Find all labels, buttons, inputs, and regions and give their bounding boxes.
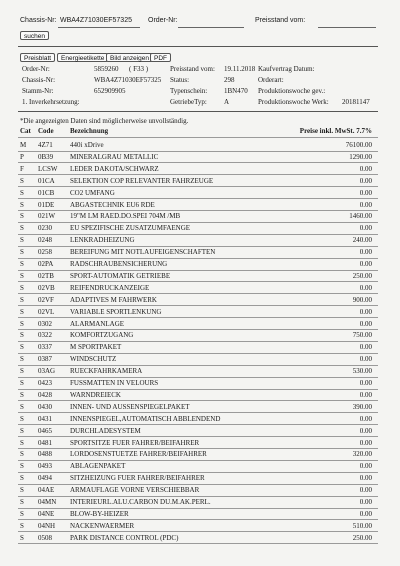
row-code: 03AG (38, 367, 56, 376)
row-cat: S (20, 319, 24, 328)
row-desc: WINDSCHUTZ (70, 355, 117, 364)
energieetikette-button[interactable]: Energieetikette (57, 53, 108, 62)
table-row (0, 318, 400, 330)
row-cat: S (20, 402, 24, 411)
table-row (0, 401, 400, 413)
table-row (0, 234, 400, 246)
table-row (0, 520, 400, 532)
row-code: 02VB (38, 283, 55, 292)
incomplete-data-note: *Die angezeigten Daten sind möglicherweise unvollständig. (20, 117, 189, 125)
row-desc: VARIABLE SPORTLENKUNG (70, 307, 162, 316)
info-order-model: ( F33 ) (129, 65, 149, 73)
row-cat: S (20, 498, 24, 506)
row-desc: PARK DISTANCE CONTROL (PDC) (70, 533, 179, 542)
table-row (0, 222, 400, 234)
row-price: 0.00 (359, 486, 372, 495)
row-price: 0.00 (359, 426, 372, 435)
row-desc: RADSCHRAUBENSICHERUNG (70, 260, 168, 268)
row-code: 04AE (38, 486, 55, 495)
row-cat: S (20, 414, 24, 423)
row-cat: S (20, 390, 24, 399)
row-code: 0494 (38, 474, 52, 483)
row-cat: S (20, 426, 24, 435)
row-cat: P (20, 152, 24, 161)
row-code: 04NH (38, 521, 56, 530)
table-row (0, 413, 400, 425)
table-row (0, 175, 400, 187)
row-price: 1290.00 (349, 152, 372, 161)
table-row (0, 448, 400, 460)
row-desc: ARMAUFLAGE VORNE VERSCHIEBBAR (70, 486, 200, 495)
row-price: 0.00 (359, 224, 372, 233)
info-stamm-nr: 652909905 (94, 87, 126, 95)
divider (18, 46, 378, 47)
row-code: 0230 (38, 224, 52, 233)
row-price: 1460.00 (349, 212, 372, 221)
row-code: 0431 (38, 414, 52, 423)
preisblatt-button[interactable]: Preisblatt (20, 53, 55, 62)
row-code: 01CA (38, 176, 55, 185)
row-code: 0248 (38, 236, 52, 245)
table-row (0, 187, 400, 199)
info-typenschein: 1BN470 (224, 87, 248, 95)
info-order-nr: 5859260 (94, 65, 119, 73)
row-desc: 19"M LM RAED.DO.SPEI 704M /MB (70, 212, 181, 221)
row-price: 320.00 (352, 450, 372, 459)
row-price: 250.00 (352, 271, 372, 280)
row-price: 0.00 (359, 319, 372, 328)
row-desc: WARNDREIECK (70, 390, 121, 399)
search-button[interactable]: suchen (20, 31, 49, 40)
row-cat: S (20, 509, 24, 518)
row-desc: BEREIFUNG MIT NOTLAUFEIGENSCHAFTEN (70, 248, 216, 257)
chassis-field-value: WBA4Z71030EF57325 (60, 17, 132, 24)
row-code: 02VL (38, 307, 55, 316)
table-row (0, 353, 400, 365)
row-price: 250.00 (352, 533, 372, 542)
row-price: 0.00 (359, 438, 372, 447)
info-status-label: Status: (170, 76, 190, 84)
row-price: 750.00 (352, 331, 372, 340)
row-desc: ABGASTECHNIK EU6 RDE (70, 200, 155, 209)
price-date-input[interactable] (318, 27, 376, 28)
row-code: 04MN (38, 498, 57, 506)
row-cat: S (20, 450, 24, 459)
info-inverkehr-label: 1. Inverkehrsetzung: (22, 98, 80, 106)
row-price: 510.00 (352, 521, 372, 530)
row-code: 021W (38, 212, 56, 221)
row-code: 0302 (38, 319, 52, 328)
row-code: 0337 (38, 343, 52, 352)
row-cat: M (20, 141, 27, 149)
row-desc: INNEN- UND AUSSENSPIEGELPAKET (70, 402, 190, 411)
info-prodwoche-werk: 20181147 (342, 98, 370, 106)
col-code-header: Code (38, 127, 54, 135)
table-row (0, 532, 400, 544)
table-row (0, 139, 400, 151)
info-prodwoche-gev-label: Produktionswoche gev.: (258, 87, 326, 95)
row-cat: S (20, 343, 24, 352)
table-row (0, 508, 400, 520)
row-desc: NACKENWAERMER (70, 521, 135, 530)
row-desc: SPORTSITZE FUER FAHRER/BEIFAHRER (70, 438, 200, 447)
table-row (0, 306, 400, 318)
table-row (0, 425, 400, 437)
info-getriebe: A (224, 98, 230, 106)
row-cat: S (20, 533, 24, 542)
info-typenschein-label: Typenschein: (170, 87, 208, 95)
table-row (0, 389, 400, 401)
row-cat: S (20, 438, 24, 447)
row-code: 02VF (38, 295, 54, 304)
order-label: Order-Nr: (148, 17, 178, 24)
row-desc: INTERIEURL.ALU.CARBON DU.M.AK.PERL. (70, 498, 211, 506)
table-row (0, 437, 400, 449)
row-desc: SPORT-AUTOMATIK GETRIEBE (70, 271, 171, 280)
row-price: 0.00 (359, 343, 372, 352)
info-chassis-nr: WBA4Z71030EF57325 (94, 76, 162, 84)
row-price: 0.00 (359, 355, 372, 364)
row-desc: MINERALGRAU METALLIC (70, 152, 159, 161)
row-price: 0.00 (359, 176, 372, 185)
col-price-header: Preise inkl. MwSt. 7.7% (299, 127, 372, 135)
row-desc: KOMFORTZUGANG (70, 331, 134, 340)
row-divider (18, 543, 378, 544)
table-row (0, 377, 400, 389)
row-desc: M SPORTPAKET (70, 343, 122, 352)
row-desc: SITZHEIZUNG FUER FAHRER/BEIFAHRER (70, 474, 205, 483)
info-prodwoche-werk-label: Produktionswoche Werk: (258, 98, 329, 106)
table-header (0, 125, 400, 137)
info-kaufvertrag-label: Kaufvertrag Datum: (258, 65, 315, 73)
table-row (0, 472, 400, 484)
row-cat: S (20, 307, 24, 316)
row-price: 0.00 (359, 164, 372, 173)
row-cat: S (20, 295, 24, 304)
row-cat: S (20, 212, 24, 221)
row-price: 0.00 (359, 188, 372, 197)
row-cat: S (20, 176, 24, 185)
table-row (0, 199, 400, 211)
info-status: 298 (224, 76, 235, 84)
row-cat: S (20, 462, 24, 471)
row-cat: S (20, 200, 24, 209)
row-desc: SELEKTION COP RELEVANTER FAHRZEUGE (70, 176, 214, 185)
row-cat: S (20, 248, 24, 257)
row-code: LCSW (38, 164, 58, 173)
row-cat: S (20, 486, 24, 495)
table-row (0, 460, 400, 472)
info-getriebe-label: GetriebeTyp: (170, 98, 207, 106)
row-price: 0.00 (359, 307, 372, 316)
col-cat-header: Cat (20, 127, 31, 135)
row-code: 0423 (38, 379, 52, 387)
row-price: 0.00 (359, 414, 372, 423)
row-code: 01DE (38, 200, 55, 209)
row-desc: REIFENDRUCKANZEIGE (70, 283, 150, 292)
row-price: 0.00 (359, 498, 372, 506)
row-code: 01CB (38, 188, 55, 197)
row-price: 76100.00 (345, 141, 372, 149)
row-cat: S (20, 224, 24, 233)
row-desc: EU SPEZIFISCHE ZUSATZUMFAENGE (70, 224, 191, 233)
table-row (0, 365, 400, 377)
row-price: 0.00 (359, 379, 372, 387)
row-price: 0.00 (359, 283, 372, 292)
row-cat: S (20, 271, 24, 280)
row-code: 0322 (38, 331, 52, 340)
divider (18, 137, 378, 138)
row-price: 530.00 (352, 367, 372, 376)
row-code: 0481 (38, 438, 52, 447)
row-cat: S (20, 283, 24, 292)
table-row (0, 329, 400, 341)
row-code: 02PA (38, 260, 54, 268)
row-price: 0.00 (359, 509, 372, 518)
row-code: 0387 (38, 355, 52, 364)
row-price: 390.00 (352, 402, 372, 411)
row-desc: ADAPTIVES M FAHRWERK (70, 295, 157, 304)
row-cat: S (20, 260, 24, 268)
row-code: 0508 (38, 533, 52, 542)
row-desc: LEDER DAKOTA/SCHWARZ (70, 164, 159, 173)
row-code: 0430 (38, 402, 52, 411)
row-price: 240.00 (352, 236, 372, 245)
row-desc: BLOW-BY-HEIZER (70, 509, 129, 518)
order-input[interactable] (178, 27, 244, 28)
row-desc: ALARMANLAGE (70, 319, 125, 328)
row-code: 0493 (38, 462, 52, 471)
table-row (0, 210, 400, 222)
row-desc: LORDOSENSTUETZE FAHRER/BEIFAHRER (70, 450, 207, 459)
table-row (0, 258, 400, 270)
row-price: 0.00 (359, 462, 372, 471)
row-desc: RUECKFAHRKAMERA (70, 367, 143, 376)
bild-anzeigen-button[interactable]: Bild anzeigen (106, 53, 153, 62)
info-preisstand-label: Preisstand vom: (170, 65, 215, 73)
row-desc: 440i xDrive (70, 141, 104, 149)
divider (18, 111, 378, 112)
row-code: 0428 (38, 390, 52, 399)
row-code: 0B39 (38, 152, 54, 161)
row-cat: S (20, 379, 24, 387)
row-price: 0.00 (359, 200, 372, 209)
row-cat: S (20, 236, 24, 245)
table-row (0, 151, 400, 163)
chassis-input[interactable] (58, 27, 140, 28)
row-cat: S (20, 367, 24, 376)
table-row (0, 270, 400, 282)
row-code: 0488 (38, 450, 52, 459)
row-price: 0.00 (359, 390, 372, 399)
row-cat: S (20, 521, 24, 530)
info-orderart-label: Orderart: (258, 76, 284, 84)
row-price: 900.00 (352, 295, 372, 304)
row-code: 4Z71 (38, 141, 53, 149)
row-desc: DURCHLADESYSTEM (70, 426, 141, 435)
row-cat: F (20, 164, 24, 173)
row-cat: S (20, 355, 24, 364)
row-price: 0.00 (359, 248, 372, 257)
table-row (0, 282, 400, 294)
table-row (0, 341, 400, 353)
table-row (0, 163, 400, 175)
info-stamm-nr-label: Stamm-Nr: (22, 87, 54, 95)
row-code: 02TB (38, 271, 54, 280)
row-price: 0.00 (359, 260, 372, 268)
row-desc: CO2 UMFANG (70, 188, 115, 197)
col-desc-header: Bezeichnung (70, 127, 109, 135)
row-desc: LENKRADHEIZUNG (70, 236, 135, 245)
chassis-label: Chassis-Nr: (20, 17, 57, 24)
row-code: 0258 (38, 248, 52, 257)
row-code: 0465 (38, 426, 52, 435)
table-row (0, 496, 400, 508)
row-desc: FUSSMATTEN IN VELOURS (70, 379, 159, 387)
row-desc: ABLAGENPAKET (70, 462, 126, 471)
row-cat: S (20, 474, 24, 483)
table-row (0, 294, 400, 306)
row-price: 0.00 (359, 474, 372, 483)
row-cat: S (20, 188, 24, 197)
table-row (0, 484, 400, 496)
pdf-button[interactable]: PDF (150, 53, 171, 62)
row-cat: S (20, 331, 24, 340)
table-row (0, 246, 400, 258)
price-date-label: Preisstand vom: (255, 17, 306, 24)
info-preisstand: 19.11.2018 (224, 65, 256, 73)
info-chassis-nr-label: Chassis-Nr: (22, 76, 56, 84)
row-code: 04NE (38, 509, 55, 518)
info-order-nr-label: Order-Nr: (22, 65, 50, 73)
row-desc: INNENSPIEGEL,AUTOMATISCH ABBLENDEND (70, 414, 221, 423)
